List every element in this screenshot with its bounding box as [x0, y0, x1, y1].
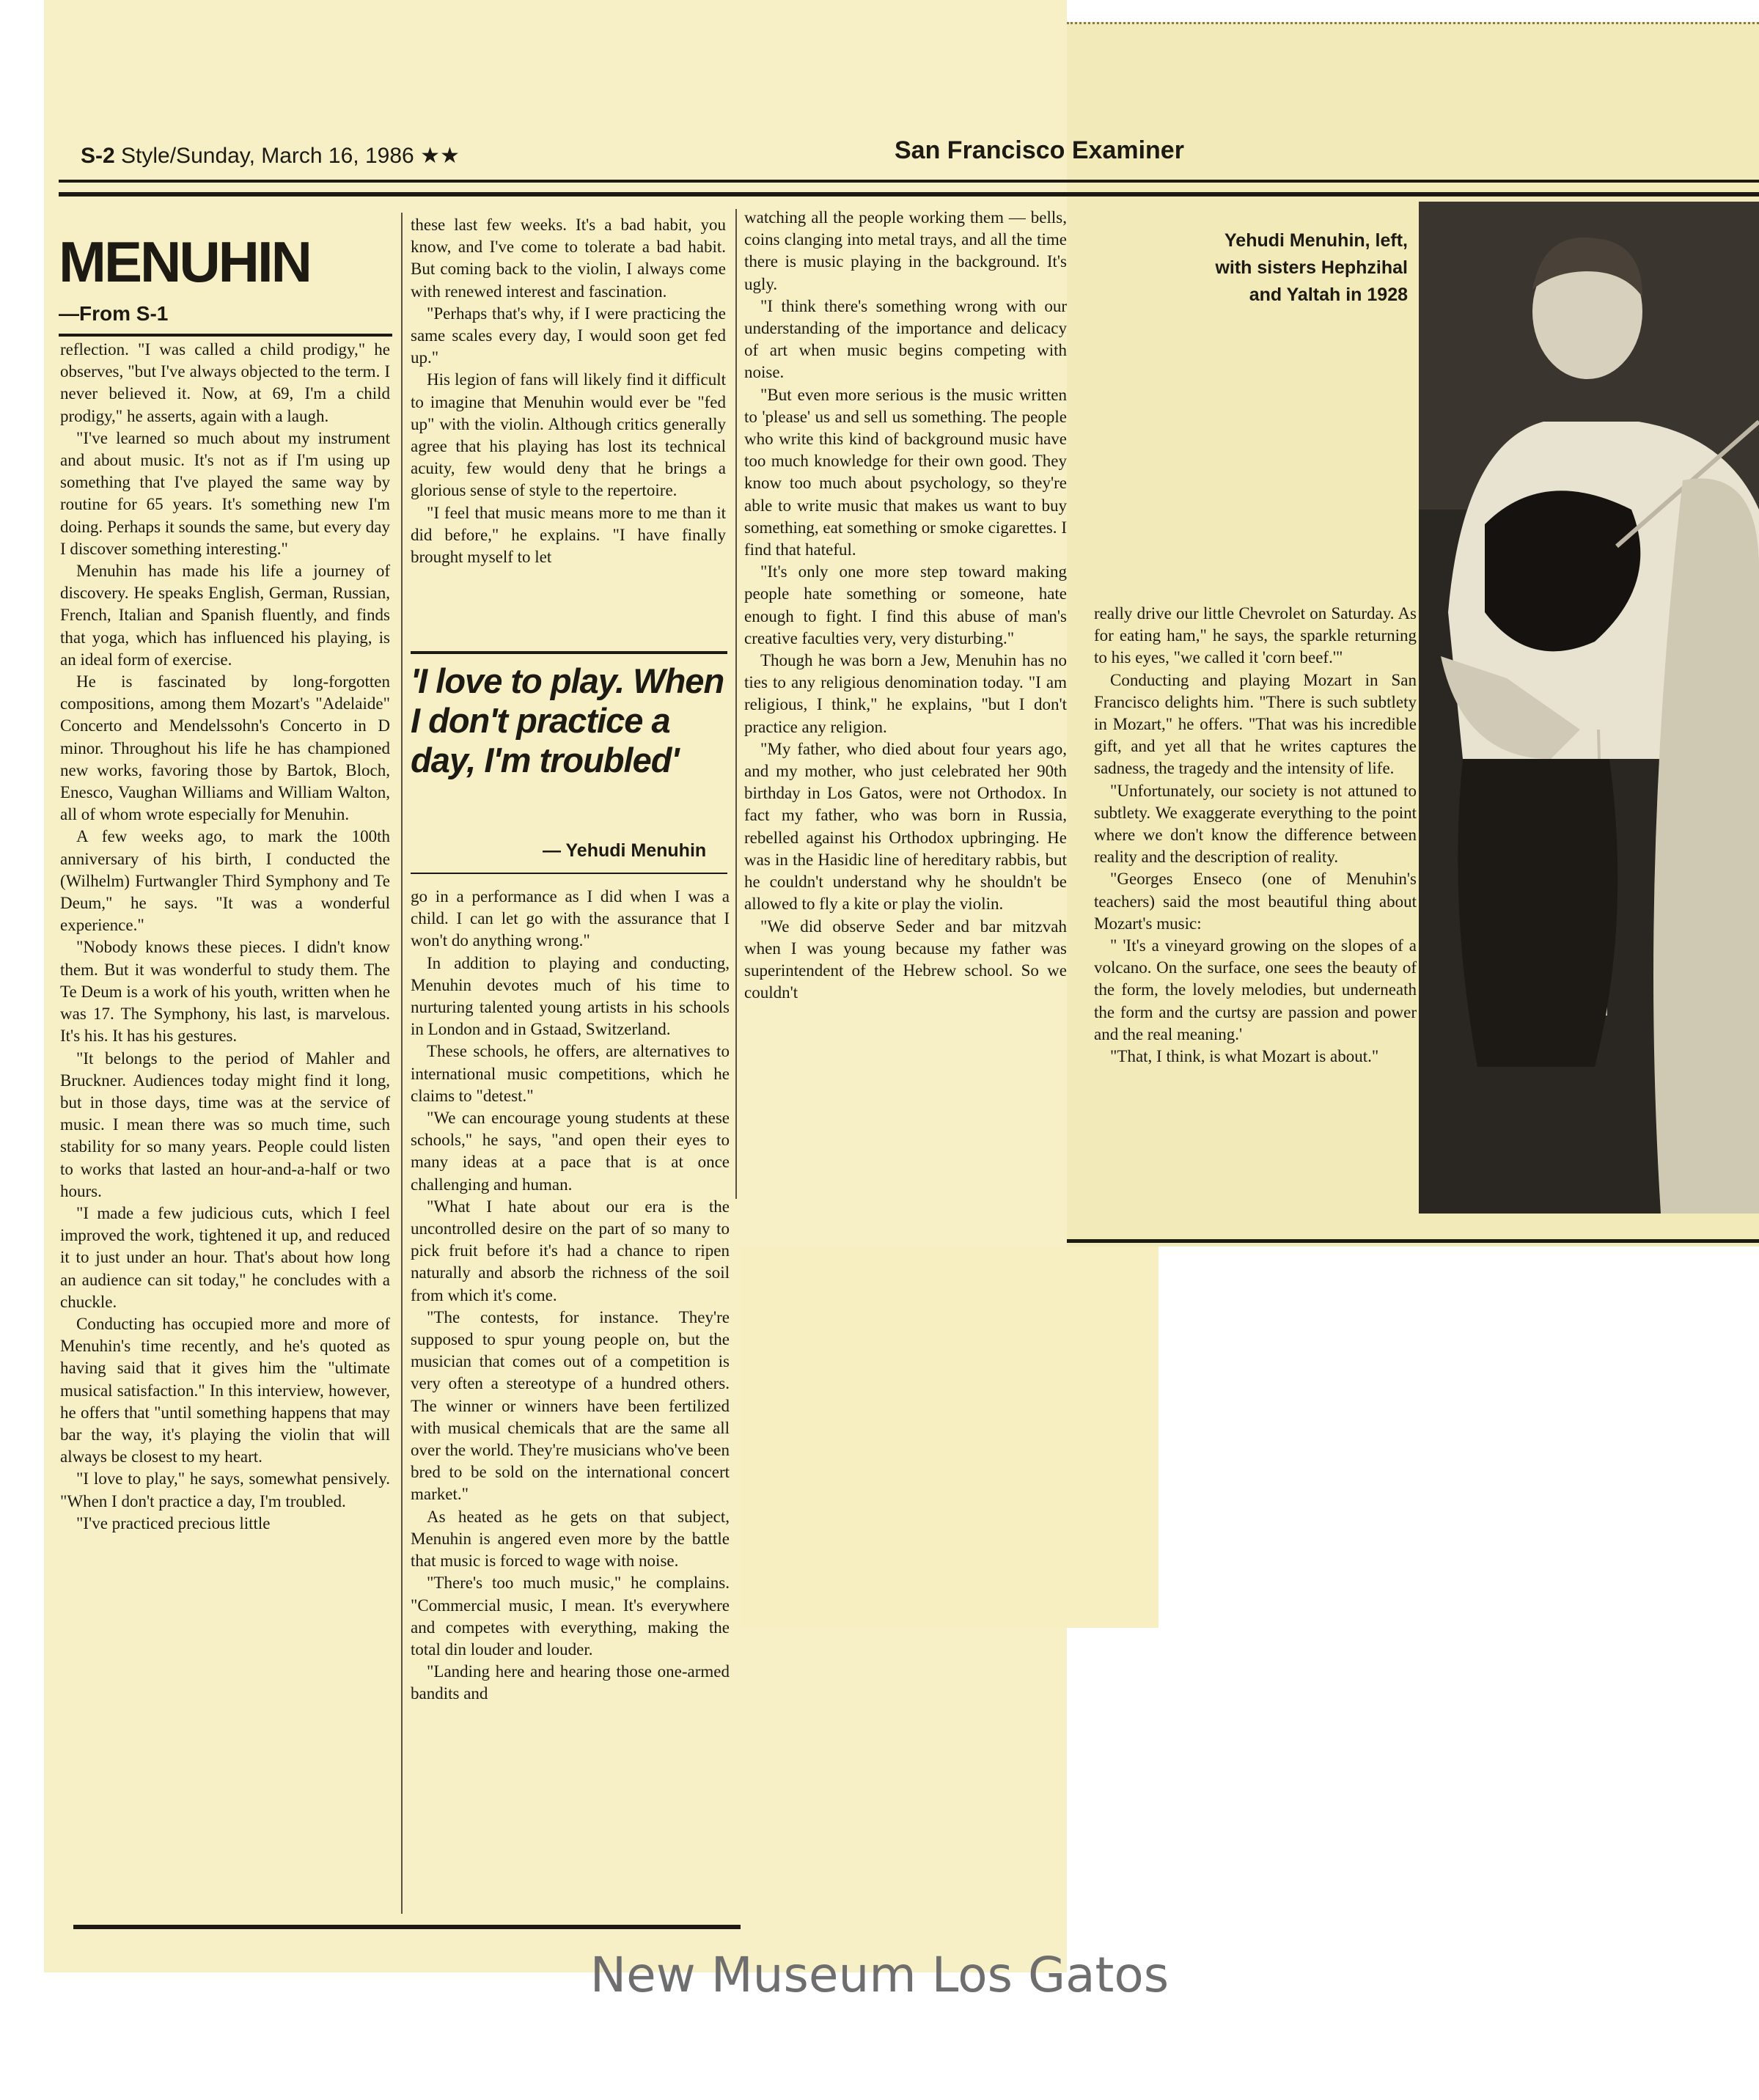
paragraph: reflection. "I was called a child prodigy," he observes, "but I've always objected to the term. I never believed it. Now, at 69, I'm a child prodigy," he asserts, again with a laugh.	[60, 340, 390, 425]
paragraph: " 'It's a vineyard growing on the slopes of a volcano. On the surface, one sees the beauty of the form, the lovely melodies, but underneath the form and the curtsy are passion and power and the real meaning.'	[1094, 936, 1417, 1043]
paragraph: As heated as he gets on that subject, Menuhin is angered even more by the battle that music is forced to wage with noise.	[411, 1507, 730, 1571]
paragraph: "I made a few judicious cuts, which I feel improved the work, tightened it up, and reduced it to just under an hour. That's about how long an audience can sit today," he concludes with a chuckle.	[60, 1203, 390, 1311]
paragraph: "It's only one more step toward making people hate something or someone, hate enough to fight. I find this abuse of man's creative faculties very, very disturbing."	[744, 562, 1067, 647]
article-column-4	[1094, 603, 1417, 1068]
paragraph: "The contests, for instance. They're supposed to spur young people on, but the musician that comes out of a competition is very often a stereotype of a hundred others. The winner or winners have been fertilized with musical chemicals that are the same all over the world. They're musicians who've been bred to be sold on the international concert market."	[411, 1307, 730, 1504]
paragraph: "I think there's something wrong with our understanding of the importance and delicacy of art when music begins competing with noise.	[744, 296, 1067, 382]
article-column-2-top	[411, 214, 726, 568]
page-folio	[81, 143, 460, 169]
article-column-3	[744, 207, 1067, 1004]
paragraph: really drive our little Chevrolet on Saturday. As for eating ham," he says, the sparkle returning to his eyes, "we called it 'corn beef.'"	[1094, 604, 1417, 667]
jump-line: —From S-1	[59, 302, 169, 325]
folio-page-number: S-2	[81, 144, 115, 168]
paragraph: Conducting has occupied more and more of Menuhin's time recently, and he's quoted as having said that it gives him the "ultimate musical satisfaction." In this interview, however, he offers that "until something happens that may bar the way, it's playing the violin that will always be closest to my heart.	[60, 1314, 390, 1466]
paragraph: "We can encourage young students at these schools," he says, "and open their eyes to many ideas at a pace that is at once challenging and human.	[411, 1109, 730, 1194]
photo-caption	[1158, 227, 1408, 309]
paragraph: "Landing here and hearing those one-armed bandits and	[411, 1662, 730, 1703]
paragraph: "Georges Enseco (one of Menuhin's teachers) said the most beautiful thing about Mozart's music:	[1094, 870, 1417, 933]
torn-edge	[1067, 22, 1759, 29]
pull-quote-bottom-rule	[411, 873, 727, 874]
paragraph: "My father, who died about four years ago, and my mother, who just celebrated her 90th birthday in Los Gatos, were not Orthodox. In fact my father, who was born in Russia, rebelled against his Orthodox upbringing. He was in the Hasidic line of hereditary rabbis, but he couldn't understand why he shouldn't be allowed to fly a kite or play the violin.	[744, 739, 1067, 914]
paragraph: watching all the people working them — bells, coins clanging into metal trays, and all the time there is music playing in the background. It's ugly.	[744, 208, 1067, 293]
museum-watermark: New Museum Los Gatos	[590, 1947, 1169, 2003]
header-rule-thick	[59, 192, 1759, 197]
clipping-bottom-rule	[1067, 1239, 1759, 1243]
article-headline: MENUHIN	[59, 230, 310, 294]
paragraph: "I feel that music means more to me than it did before," he explains. "I have finally brought myself to let	[411, 503, 726, 567]
paragraph: These schools, he offers, are alternatives to international music competitions, which he claims to "detest."	[411, 1042, 730, 1105]
paragraph: "I've practiced precious little	[76, 1513, 271, 1532]
paragraph: "I love to play," he says, somewhat pensively. "When I don't practice a day, I'm troubled.	[60, 1469, 390, 1510]
historic-photo-menuhin	[1419, 202, 1759, 1214]
pull-quote-attribution: — Yehudi Menuhin	[543, 840, 707, 861]
headline-rule	[59, 334, 392, 337]
caption-line: Yehudi Menuhin, left,	[1224, 230, 1408, 251]
paragraph: Conducting and playing Mozart in San Francisco delights him. "There is such subtlety in Mozart," he offers. "That was his incredible gift, and yet all that he writes captures the sadness, the tragedy and the intensity of life.	[1094, 670, 1417, 778]
column-divider	[401, 213, 403, 1914]
paragraph: "I've learned so much about my instrument and about music. It's not as if I'm using up something that I've played the same way by routine for 65 years. It's something new I'm doing. Perhaps it sounds the same, but every day I discover something interesting."	[60, 428, 390, 558]
pull-quote-rule	[411, 651, 727, 654]
footer-rule	[73, 1925, 741, 1929]
column-divider	[735, 209, 737, 1199]
header-rule	[59, 180, 1759, 183]
article-column-1	[60, 339, 390, 1535]
paragraph: "It belongs to the period of Mahler and Bruckner. Audiences today might find it long, but in those days, time was at the service of music. I mean there was so much time, such stability for so many years. People could listen to works that lasted an hour-and-a-half or two hours.	[60, 1049, 390, 1200]
paragraph: these last few weeks. It's a bad habit, you know, and I've come to tolerate a bad habit. But coming back to the violin, I always come with renewed interest and fascination.	[411, 216, 726, 301]
article-column-2-bottom	[411, 886, 730, 1706]
paragraph: His legion of fans will likely find it difficult to imagine that Menuhin would ever be "fed up" with the violin. Although critics generally agree that his playing has lost its technical acuity, few would deny that he brings a glorious sense of style to the repertoire.	[411, 370, 726, 500]
paragraph: Menuhin has made his life a journey of discovery. He speaks English, German, Russian, French, Italian and Spanish fluently, and finds that yoga, which has influenced his playing, is an ideal form of exercise.	[60, 562, 390, 669]
paragraph: Though he was born a Jew, Menuhin has no ties to any religious denomination today. "I am religious, I think," he explains, "but I don't practice any religion.	[744, 651, 1067, 736]
paragraph: "Unfortunately, our society is not attuned to subtlety. We exaggerate everything to the point where we don't know the difference between reality and the description of reality.	[1094, 781, 1417, 867]
photo-illustration	[1419, 202, 1759, 1214]
paragraph: "But even more serious is the music written to 'please' us and sell us something. The people who write this kind of background music have too much knowledge for their own good. They know too much about psychology, so they're able to write music that makes us want to buy something, eat something or smoke cigarettes. I find that hateful.	[744, 385, 1067, 559]
paragraph: A few weeks ago, to mark the 100th anniversary of his birth, I conducted the (Wilhelm) Furtwangler Third Symphony and Te Deum," he says. "It was a wonderful experience."	[60, 827, 390, 935]
paragraph: go in a performance as I did when I was a child. I can let go with the assurance that I won't do anything wrong."	[411, 887, 730, 950]
paragraph: "There's too much music," he complains. "Commercial music, I mean. It's everywhere and competes with everything, making the total din louder and louder.	[411, 1574, 730, 1659]
folio-text: Style/Sunday, March 16, 1986	[121, 144, 414, 168]
paragraph: "We did observe Seder and bar mitzvah when I was young because my father was superintendent of the Hebrew school. So we couldn't	[744, 917, 1067, 1002]
caption-line: with sisters Hephzihal	[1215, 257, 1408, 278]
paragraph: In addition to playing and conducting, Menuhin devotes much of his time to nurturing talented young artists in his schools in London and in Gstaad, Switzerland.	[411, 953, 730, 1039]
paragraph: "What I hate about our era is the uncontrolled desire on the part of so many to pick fruit before it's had a chance to ripen naturally and absorb the richness of the soil from which it's come.	[411, 1197, 730, 1304]
newspaper-masthead: San Francisco Examiner	[895, 136, 1184, 164]
paragraph: He is fascinated by long-forgotten compositions, among them Mozart's "Adelaide" Concerto and Mendelssohn's Concerto in D minor. Throughout his life he has championed new works, favoring those by Bartok, Bloch, Enesco, Vaughan Williams and William Walton, all of whom wrote especially for Menuhin.	[60, 672, 390, 824]
paragraph: "That, I think, is what Mozart is about."	[1110, 1047, 1379, 1066]
folio-stars: ★★	[420, 144, 460, 168]
pull-quote: 'I love to play. When I don't practice a day, I'm troubled'	[411, 661, 724, 779]
newsprint-clipping-stub	[741, 1247, 1158, 1628]
paragraph: "Perhaps that's why, if I were practicing the same scales every day, I would soon get fed up."	[411, 304, 726, 367]
caption-line: and Yaltah in 1928	[1249, 284, 1408, 305]
paragraph: "Nobody knows these pieces. I didn't know them. But it was wonderful to study them. The Te Deum is a work of his youth, written when he was 17. The Symphony, his last, is marvelous. It's his. It has his gestures.	[60, 938, 390, 1046]
